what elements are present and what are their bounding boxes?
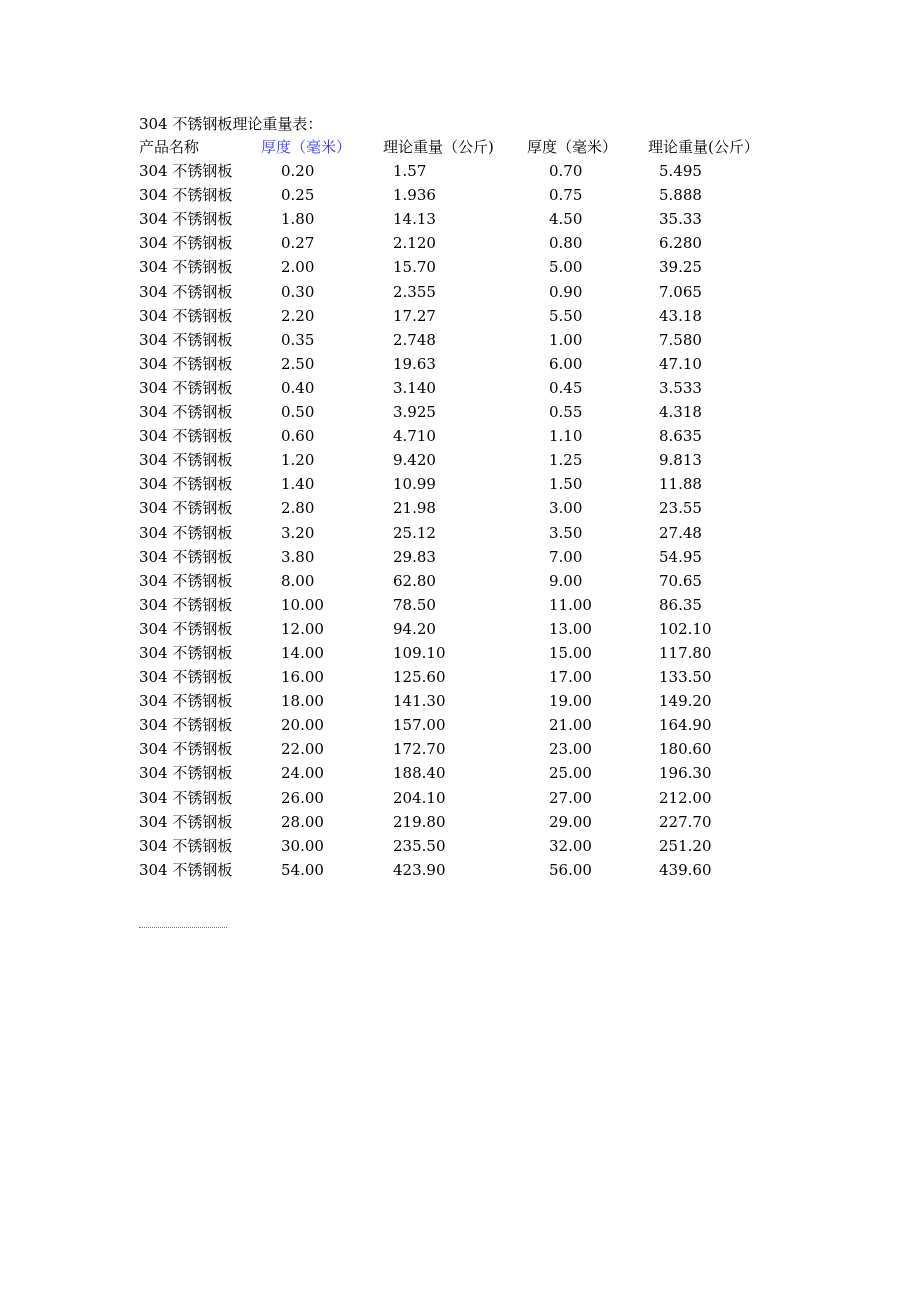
cell-thickness-1: 3.80: [281, 547, 315, 566]
cell-product-name: 304 不锈钢板: [139, 812, 233, 831]
cell-product-name: 304 不锈钢板: [139, 716, 233, 735]
cell-thickness-2: 4.50: [549, 210, 583, 229]
table-row: [139, 209, 779, 233]
cell-weight-2: 149.20: [659, 692, 712, 711]
table-row: [139, 330, 779, 354]
cell-thickness-2: 25.00: [549, 764, 592, 783]
cell-product-name: 304 不锈钢板: [139, 282, 233, 301]
cell-thickness-1: 24.00: [281, 764, 324, 783]
cell-product-name: 304 不锈钢板: [139, 475, 233, 494]
cell-weight-1: 19.63: [393, 354, 436, 373]
table-row: [139, 547, 779, 571]
cell-thickness-2: 1.00: [549, 330, 583, 349]
cell-thickness-2: 7.00: [549, 547, 583, 566]
cell-thickness-2: 6.00: [549, 354, 583, 373]
cell-weight-2: 39.25: [659, 258, 702, 277]
cell-product-name: 304 不锈钢板: [139, 499, 233, 518]
cell-thickness-2: 17.00: [549, 668, 592, 687]
cell-product-name: 304 不锈钢板: [139, 571, 233, 590]
cell-product-name: 304 不锈钢板: [139, 595, 233, 614]
cell-product-name: 304 不锈钢板: [139, 427, 233, 446]
cell-thickness-2: 0.75: [549, 186, 583, 205]
cell-weight-1: 29.83: [393, 547, 436, 566]
cell-thickness-2: 0.90: [549, 282, 583, 301]
table-row: [139, 185, 779, 209]
cell-product-name: 304 不锈钢板: [139, 162, 233, 181]
cell-weight-1: 78.50: [393, 595, 436, 614]
cell-weight-2: 439.60: [659, 860, 712, 879]
cell-thickness-1: 2.80: [281, 499, 315, 518]
cell-weight-2: 47.10: [659, 354, 702, 373]
table-row: [139, 378, 779, 402]
cell-thickness-1: 30.00: [281, 836, 324, 855]
cell-weight-2: 7.580: [659, 330, 702, 349]
cell-weight-2: 4.318: [659, 403, 702, 422]
cell-weight-2: 9.813: [659, 451, 702, 470]
table-row: [139, 836, 779, 860]
cell-thickness-1: 16.00: [281, 668, 324, 687]
cell-thickness-1: 1.20: [281, 451, 315, 470]
cell-product-name: 304 不锈钢板: [139, 186, 233, 205]
cell-thickness-1: 20.00: [281, 716, 324, 735]
weight-table: [139, 137, 779, 884]
cell-thickness-1: 1.80: [281, 210, 315, 229]
cell-thickness-1: 0.35: [281, 330, 315, 349]
cell-thickness-2: 56.00: [549, 860, 592, 879]
header-weight-2: 理论重量(公斤）: [648, 138, 759, 156]
cell-thickness-2: 5.00: [549, 258, 583, 277]
cell-product-name: 304 不锈钢板: [139, 764, 233, 783]
cell-weight-2: 70.65: [659, 571, 702, 590]
cell-weight-1: 204.10: [393, 788, 446, 807]
table-row: [139, 619, 779, 643]
cell-thickness-2: 3.50: [549, 523, 583, 542]
cell-weight-2: 3.533: [659, 378, 702, 397]
cell-thickness-2: 3.00: [549, 499, 583, 518]
table-header-row: [139, 137, 779, 161]
cell-thickness-1: 3.20: [281, 523, 315, 542]
footer-divider: [139, 927, 227, 928]
cell-thickness-1: 0.30: [281, 282, 315, 301]
document-title: 304 不锈钢板理论重量表：: [139, 115, 323, 133]
cell-thickness-1: 28.00: [281, 812, 324, 831]
table-row: [139, 739, 779, 763]
cell-weight-1: 4.710: [393, 427, 436, 446]
cell-product-name: 304 不锈钢板: [139, 330, 233, 349]
cell-thickness-1: 26.00: [281, 788, 324, 807]
cell-product-name: 304 不锈钢板: [139, 668, 233, 687]
cell-thickness-2: 5.50: [549, 306, 583, 325]
cell-thickness-2: 1.10: [549, 427, 583, 446]
cell-weight-1: 219.80: [393, 812, 446, 831]
cell-thickness-2: 32.00: [549, 836, 592, 855]
cell-product-name: 304 不锈钢板: [139, 354, 233, 373]
table-row: [139, 763, 779, 787]
table-row: [139, 426, 779, 450]
cell-product-name: 304 不锈钢板: [139, 860, 233, 879]
cell-weight-1: 17.27: [393, 306, 436, 325]
table-row: [139, 595, 779, 619]
cell-weight-2: 27.48: [659, 523, 702, 542]
cell-thickness-1: 14.00: [281, 643, 324, 662]
cell-thickness-2: 0.70: [549, 162, 583, 181]
cell-thickness-1: 0.27: [281, 234, 315, 253]
cell-weight-1: 423.90: [393, 860, 446, 879]
cell-weight-2: 23.55: [659, 499, 702, 518]
cell-weight-2: 35.33: [659, 210, 702, 229]
cell-weight-2: 196.30: [659, 764, 712, 783]
cell-weight-2: 251.20: [659, 836, 712, 855]
cell-weight-2: 6.280: [659, 234, 702, 253]
table-row: [139, 523, 779, 547]
cell-weight-1: 94.20: [393, 619, 436, 638]
cell-weight-2: 43.18: [659, 306, 702, 325]
cell-thickness-1: 54.00: [281, 860, 324, 879]
table-row: [139, 161, 779, 185]
cell-thickness-2: 0.80: [549, 234, 583, 253]
cell-thickness-2: 9.00: [549, 571, 583, 590]
cell-thickness-2: 19.00: [549, 692, 592, 711]
cell-thickness-1: 2.50: [281, 354, 315, 373]
header-product-name: 产品名称: [139, 138, 200, 156]
cell-thickness-2: 13.00: [549, 619, 592, 638]
table-row: [139, 474, 779, 498]
table-row: [139, 257, 779, 281]
cell-thickness-1: 12.00: [281, 619, 324, 638]
cell-thickness-2: 1.25: [549, 451, 583, 470]
table-row: [139, 715, 779, 739]
table-row: [139, 402, 779, 426]
cell-weight-2: 212.00: [659, 788, 712, 807]
cell-weight-1: 21.98: [393, 499, 436, 518]
cell-thickness-2: 0.45: [549, 378, 583, 397]
cell-product-name: 304 不锈钢板: [139, 403, 233, 422]
cell-product-name: 304 不锈钢板: [139, 547, 233, 566]
cell-thickness-2: 29.00: [549, 812, 592, 831]
table-row: [139, 691, 779, 715]
cell-weight-1: 172.70: [393, 740, 446, 759]
cell-weight-1: 109.10: [393, 643, 446, 662]
cell-weight-1: 1.936: [393, 186, 436, 205]
cell-weight-1: 157.00: [393, 716, 446, 735]
cell-weight-2: 164.90: [659, 716, 712, 735]
cell-thickness-2: 23.00: [549, 740, 592, 759]
table-row: [139, 282, 779, 306]
cell-product-name: 304 不锈钢板: [139, 740, 233, 759]
cell-weight-1: 235.50: [393, 836, 446, 855]
cell-weight-1: 1.57: [393, 162, 427, 181]
table-row: [139, 860, 779, 884]
cell-weight-1: 125.60: [393, 668, 446, 687]
table-row: [139, 450, 779, 474]
cell-weight-1: 3.140: [393, 378, 436, 397]
header-thickness-2: 厚度（毫米）: [527, 138, 618, 156]
cell-thickness-1: 2.20: [281, 306, 315, 325]
cell-thickness-1: 0.20: [281, 162, 315, 181]
cell-weight-2: 86.35: [659, 595, 702, 614]
cell-product-name: 304 不锈钢板: [139, 523, 233, 542]
cell-thickness-1: 10.00: [281, 595, 324, 614]
cell-weight-2: 5.495: [659, 162, 702, 181]
cell-thickness-1: 0.40: [281, 378, 315, 397]
table-row: [139, 667, 779, 691]
cell-product-name: 304 不锈钢板: [139, 643, 233, 662]
cell-thickness-1: 22.00: [281, 740, 324, 759]
cell-thickness-2: 1.50: [549, 475, 583, 494]
cell-weight-1: 141.30: [393, 692, 446, 711]
cell-weight-1: 10.99: [393, 475, 436, 494]
cell-weight-2: 180.60: [659, 740, 712, 759]
cell-product-name: 304 不锈钢板: [139, 451, 233, 470]
cell-product-name: 304 不锈钢板: [139, 692, 233, 711]
cell-weight-1: 2.120: [393, 234, 436, 253]
cell-weight-1: 9.420: [393, 451, 436, 470]
cell-thickness-1: 18.00: [281, 692, 324, 711]
table-row: [139, 498, 779, 522]
table-row: [139, 788, 779, 812]
cell-thickness-2: 11.00: [549, 595, 592, 614]
cell-thickness-1: 0.25: [281, 186, 315, 205]
cell-thickness-1: 0.60: [281, 427, 315, 446]
cell-thickness-2: 21.00: [549, 716, 592, 735]
cell-weight-2: 5.888: [659, 186, 702, 205]
cell-thickness-1: 2.00: [281, 258, 315, 277]
header-weight-1: 理论重量（公斤): [383, 138, 494, 156]
cell-product-name: 304 不锈钢板: [139, 234, 233, 253]
cell-weight-1: 188.40: [393, 764, 446, 783]
cell-weight-2: 102.10: [659, 619, 712, 638]
cell-thickness-2: 0.55: [549, 403, 583, 422]
cell-weight-1: 25.12: [393, 523, 436, 542]
cell-weight-2: 133.50: [659, 668, 712, 687]
table-row: [139, 571, 779, 595]
cell-weight-2: 8.635: [659, 427, 702, 446]
cell-weight-2: 7.065: [659, 282, 702, 301]
cell-product-name: 304 不锈钢板: [139, 619, 233, 638]
table-row: [139, 812, 779, 836]
cell-thickness-1: 0.50: [281, 403, 315, 422]
header-thickness-1: 厚度（毫米）: [261, 138, 352, 156]
table-row: [139, 233, 779, 257]
cell-weight-1: 15.70: [393, 258, 436, 277]
cell-product-name: 304 不锈钢板: [139, 306, 233, 325]
table-row: [139, 306, 779, 330]
table-row: [139, 354, 779, 378]
cell-product-name: 304 不锈钢板: [139, 788, 233, 807]
cell-product-name: 304 不锈钢板: [139, 210, 233, 229]
cell-thickness-1: 8.00: [281, 571, 315, 590]
cell-weight-1: 3.925: [393, 403, 436, 422]
cell-weight-1: 2.748: [393, 330, 436, 349]
table-row: [139, 643, 779, 667]
cell-thickness-2: 27.00: [549, 788, 592, 807]
cell-product-name: 304 不锈钢板: [139, 836, 233, 855]
cell-thickness-1: 1.40: [281, 475, 315, 494]
cell-weight-1: 2.355: [393, 282, 436, 301]
cell-weight-1: 62.80: [393, 571, 436, 590]
cell-weight-2: 227.70: [659, 812, 712, 831]
cell-thickness-2: 15.00: [549, 643, 592, 662]
cell-weight-2: 54.95: [659, 547, 702, 566]
cell-product-name: 304 不锈钢板: [139, 258, 233, 277]
cell-weight-1: 14.13: [393, 210, 436, 229]
cell-product-name: 304 不锈钢板: [139, 378, 233, 397]
cell-weight-2: 11.88: [659, 475, 702, 494]
cell-weight-2: 117.80: [659, 643, 712, 662]
